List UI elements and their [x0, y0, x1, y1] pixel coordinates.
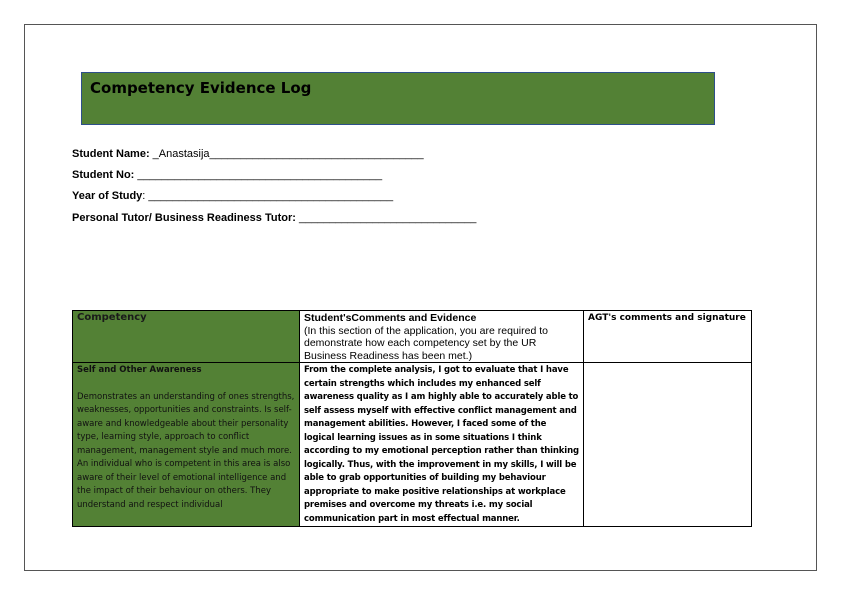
agt-comment-cell[interactable]	[584, 363, 752, 527]
competency-table	[72, 310, 752, 527]
header-competency-cell	[73, 311, 300, 363]
student-no-value[interactable]: ________________________________________	[134, 169, 383, 181]
competency-description: Demonstrates an understanding of ones strengths, weaknesses, opportunities and constraints. Is self-aware and knowledgeable about their personality type, learning style, approach to conflict management, management style and much more. An individual who is competent in this area is also aware of their level of emotional intelligence and the impact of their behaviour on others. They understand and respect individual	[77, 391, 295, 510]
evidence-cell[interactable]	[300, 363, 584, 527]
header-student-comments-title: Student'sComments and Evidence	[304, 312, 477, 324]
year-of-study-value[interactable]: : ________________________________________	[142, 190, 394, 202]
header-agt-cell	[584, 311, 752, 363]
evidence-text[interactable]: From the complete analysis, I got to evaluate that I have certain strengths which includes my enhanced self awareness quality as I am highly able to accurately able to self assess myself with effective conflict management and management abilities. However, I faced some of the logical learning issues as in some situations I think according to my emotional perception rather than thinking logically. Thus, with the improvement in my skills, I will be able to grab opportunities of building my behaviour appropriate to make positive relationships at workplace premises and overcome my threats i.e. my social communication part in most effectual manner.	[304, 365, 579, 524]
table-header-row	[73, 311, 752, 363]
document-title: Competency Evidence Log	[90, 79, 312, 97]
student-name-field	[72, 148, 424, 160]
personal-tutor-field	[72, 212, 476, 224]
header-student-comments	[304, 312, 579, 362]
student-no-label: Student No:	[72, 169, 135, 181]
header-competency: Competency	[77, 312, 147, 323]
student-no-field	[72, 169, 382, 181]
header-agt: AGT's comments and signature	[588, 313, 746, 323]
competency-title: Self and Other Awareness	[77, 365, 202, 375]
table-row	[73, 363, 752, 527]
header-student-comments-note: (In this section of the application, you are required to demonstrate how each competency set by the UR Business Readiness has been met.)	[304, 324, 548, 362]
year-of-study-label: Year of Study	[72, 190, 143, 202]
student-name-label: Student Name:	[72, 148, 150, 160]
title-banner	[81, 72, 715, 125]
year-of-study-field	[72, 190, 393, 202]
student-name-value[interactable]: _Anastasija___________________________________	[149, 148, 424, 160]
competency-cell	[73, 363, 300, 527]
personal-tutor-value[interactable]: _____________________________	[295, 212, 477, 224]
header-student-cell	[300, 311, 584, 363]
personal-tutor-label: Personal Tutor/ Business Readiness Tutor:	[72, 212, 296, 224]
